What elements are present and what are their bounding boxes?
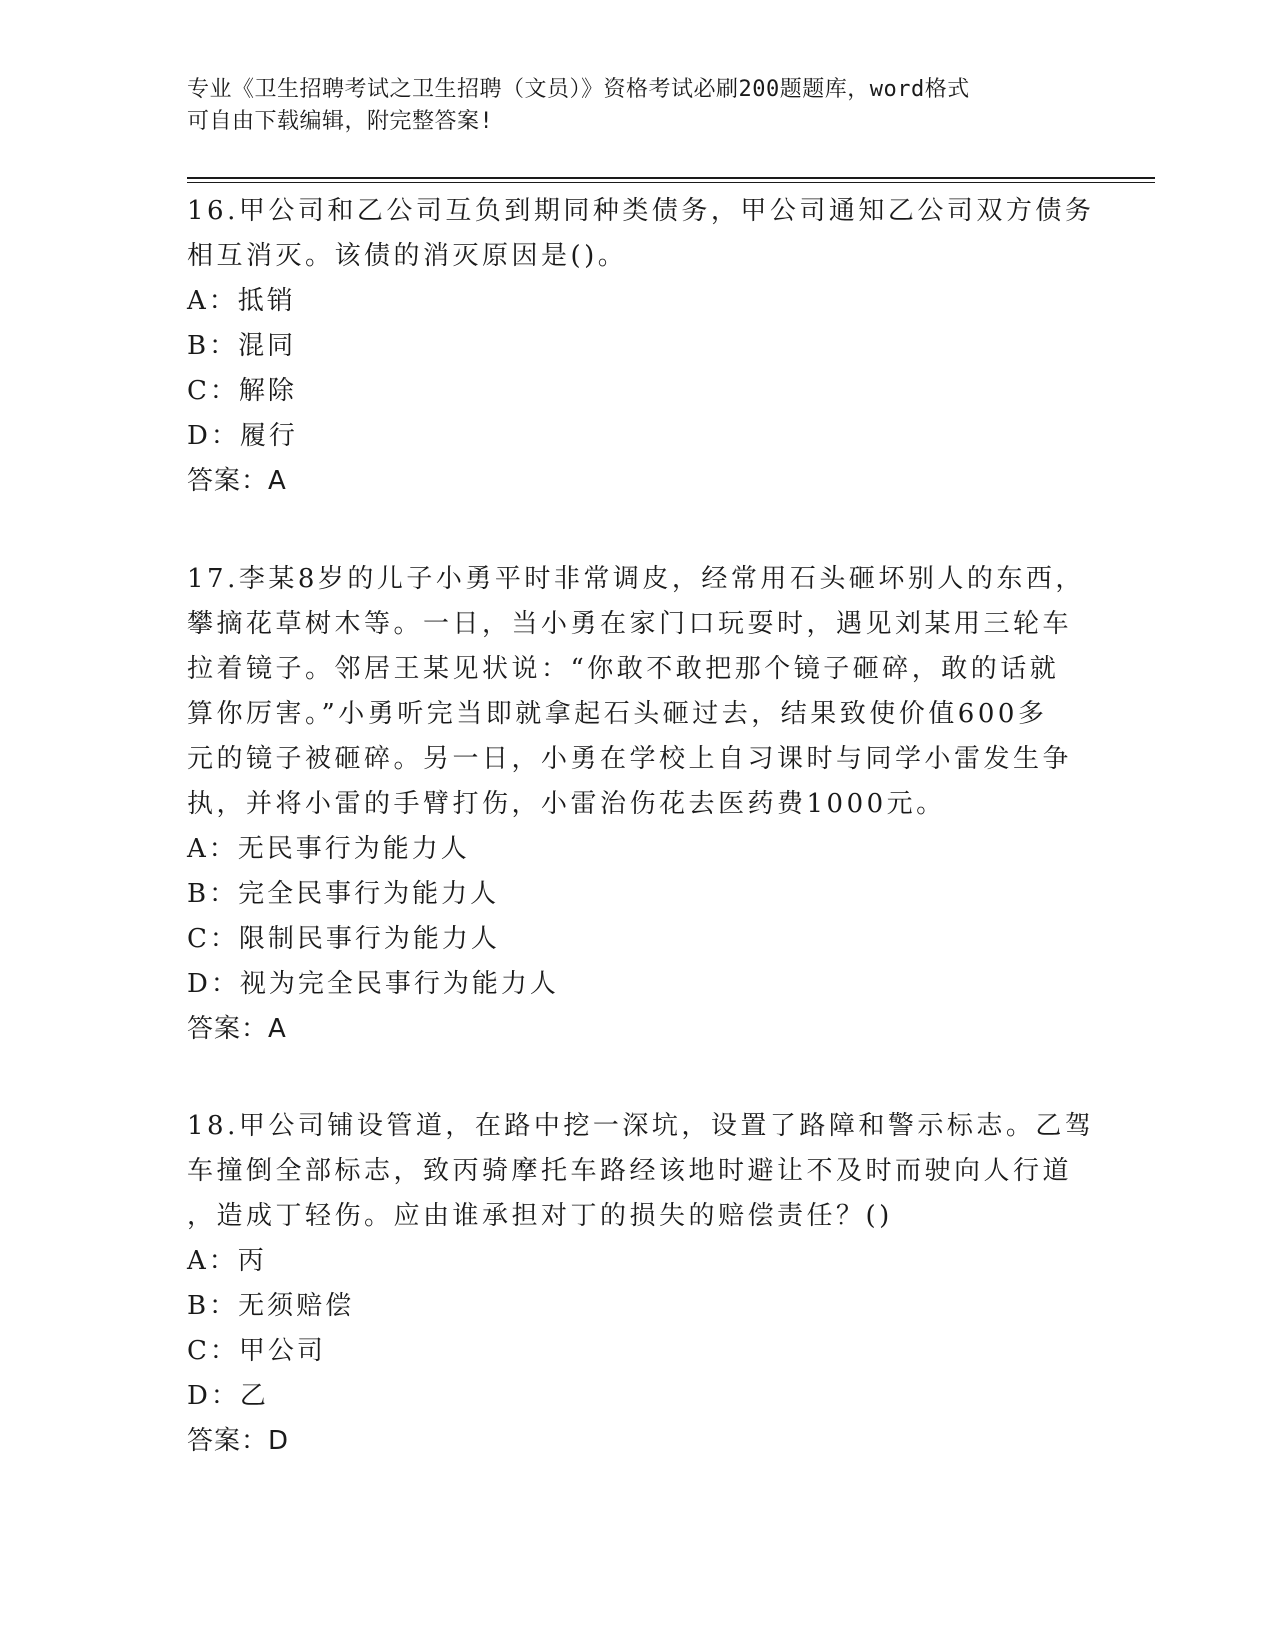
option-c: C：解除 xyxy=(187,376,297,406)
option-c: C：限制民事行为能力人 xyxy=(187,924,500,954)
answer: 答案：A xyxy=(187,466,287,496)
question-18 xyxy=(187,1104,1095,1464)
question-text-line: ，造成丁轻伤。应由谁承担对丁的损失的赔偿责任？() xyxy=(187,1201,893,1231)
answer: 答案：A xyxy=(187,1014,287,1044)
header-divider-thick xyxy=(187,177,1155,179)
option-c: C：甲公司 xyxy=(187,1336,326,1366)
question-text-line: 17.李某8岁的儿子小勇平时非常调皮，经常用石头砸坏别人的东西， xyxy=(187,564,1085,594)
question-text-line: 攀摘花草树木等。一日，当小勇在家门口玩耍时，遇见刘某用三轮车 xyxy=(187,609,1073,639)
option-b: B：无须赔偿 xyxy=(187,1291,355,1321)
question-text-line: 车撞倒全部标志，致丙骑摩托车路经该地时避让不及时而驶向人行道 xyxy=(187,1156,1073,1186)
option-a: A：无民事行为能力人 xyxy=(187,834,470,864)
option-b: B：完全民事行为能力人 xyxy=(187,879,500,909)
question-text-line: 16.甲公司和乙公司互负到期同种类债务，甲公司通知乙公司双方债务 xyxy=(187,196,1095,226)
question-text-line: 算你厉害。”小勇听完当即就拿起石头砸过去，结果致使价值600多 xyxy=(187,699,1048,729)
question-17 xyxy=(187,557,1087,1052)
option-b: B：混同 xyxy=(187,331,297,361)
option-a: A：抵销 xyxy=(187,286,296,316)
header-line-1: 专业《卫生招聘考试之卫生招聘（文员）》资格考试必刷200题题库，word格式 xyxy=(187,77,970,102)
header-divider-thin xyxy=(187,182,1155,183)
document-header xyxy=(187,74,1067,138)
option-a: A：丙 xyxy=(187,1246,267,1276)
option-d: D：履行 xyxy=(187,421,298,451)
option-d: D：乙 xyxy=(187,1381,269,1411)
question-text-line: 相互消灭。该债的消灭原因是()。 xyxy=(187,241,628,271)
question-16 xyxy=(187,189,1095,504)
option-d: D：视为完全民事行为能力人 xyxy=(187,969,559,999)
header-line-2: 可自由下载编辑，附完整答案! xyxy=(187,109,494,134)
question-text-line: 18.甲公司铺设管道，在路中挖一深坑，设置了路障和警示标志。乙驾 xyxy=(187,1111,1095,1141)
question-text-line: 元的镜子被砸碎。另一日，小勇在学校上自习课时与同学小雷发生争 xyxy=(187,744,1073,774)
answer: 答案：D xyxy=(187,1426,290,1456)
question-text-line: 拉着镜子。邻居王某见状说：“你敢不敢把那个镜子砸碎，敢的话就 xyxy=(187,654,1060,684)
question-text-line: 执，并将小雷的手臂打伤，小雷治伤花去医药费1000元。 xyxy=(187,789,946,819)
